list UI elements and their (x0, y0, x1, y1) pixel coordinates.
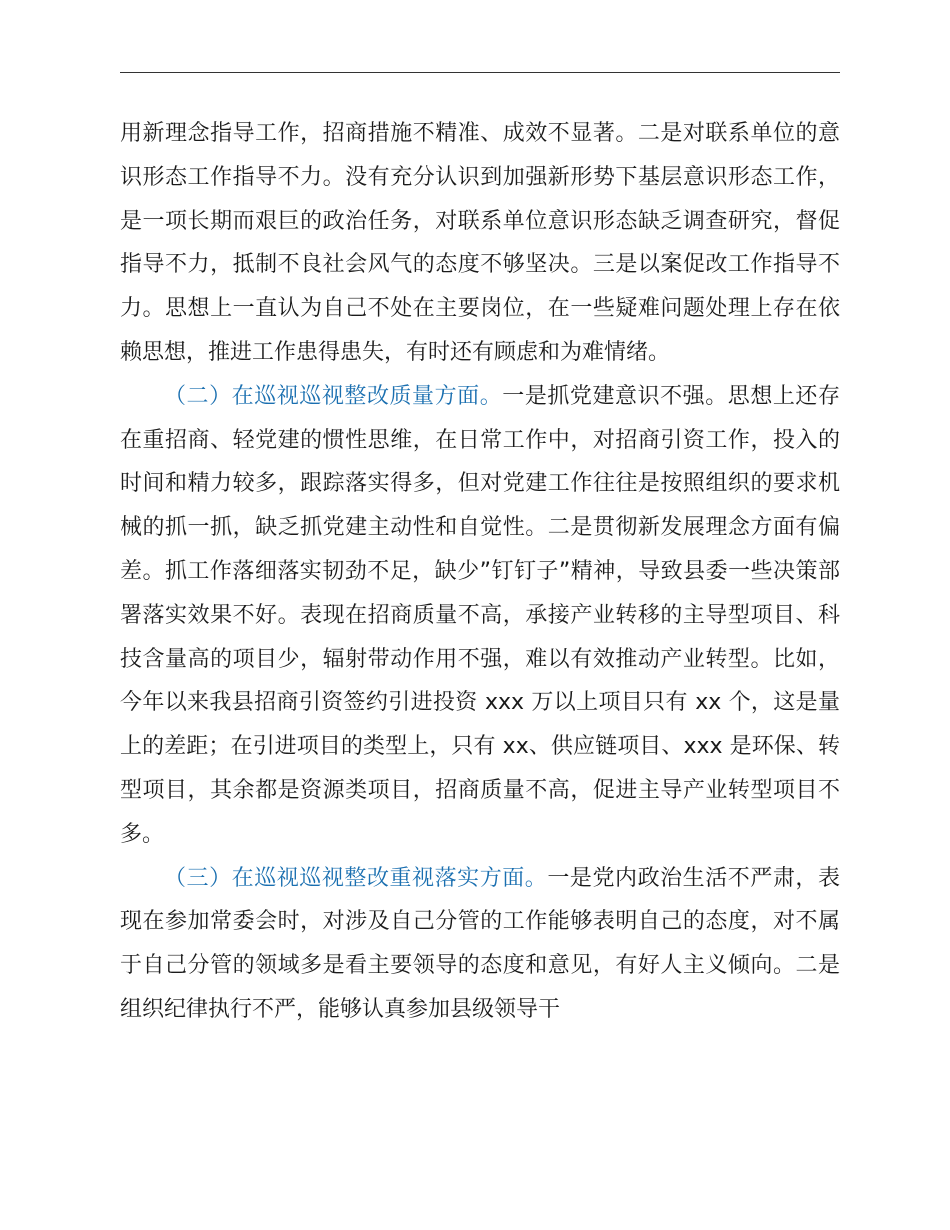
paragraph-section-2 (120, 375, 840, 857)
paragraph-continued (120, 112, 840, 375)
paragraph-1-text: 用新理念指导工作，招商措施不精准、成效不显著。二是对联系单位的意识形态工作指导不力。没有充分认识到加强新形势下基层意识形态工作，是一项长期而艰巨的政治任务，对联系单位意识形态缺乏调查研究，督促指导不力，抵制不良社会风气的态度不够坚决。三是以案促改工作指导不力。思想上一直认为自己不处在主要岗位，在一些疑难问题处理上存在依赖思想，推进工作患得患失，有时还有顾虑和为难情绪。 (120, 121, 840, 365)
paragraph-section-3 (120, 857, 840, 1032)
header-rule (120, 72, 840, 73)
section-2-heading: （二）在巡视巡视整改质量方面。 (164, 383, 503, 409)
paragraph-3-text: 一是党内政治生活不严肃，表现在参加常委会时，对涉及自己分管的工作能够表明自己的态度，对不属于自己分管的领域多是看主要领导的态度和意见，有好人主义倾向。二是组织纪律执行不严，能够认真参加县级领导干 (120, 865, 840, 1022)
paragraph-2-text: 一是抓党建意识不强。思想上还存在重招商、轻党建的惯性思维，在日常工作中，对招商引资工作，投入的时间和精力较多，跟踪落实得多，但对党建工作往往是按照组织的要求机械的抓一抓，缺乏抓党建主动性和自觉性。二是贯彻新发展理念方面有偏差。抓工作落细落实韧劲不足，缺少”钉钉子”精神，导致县委一些决策部署落实效果不好。表现在招商质量不高，承接产业转移的主导型项目、科技含量高的项目少，辐射带动作用不强，难以有效推动产业转型。比如，今年以来我县招商引资签约引进投资 xxx 万以上项目只有 xx 个，这是量上的差距；在引进项目的类型上，只有 xx、供应链项目、xxx 是环保、转型项目，其余都是资源类项目，招商质量不高，促进主导产业转型项目不多。 (120, 383, 840, 847)
section-3-heading: （三）在巡视巡视整改重视落实方面。 (164, 865, 548, 891)
document-body (120, 112, 840, 1032)
